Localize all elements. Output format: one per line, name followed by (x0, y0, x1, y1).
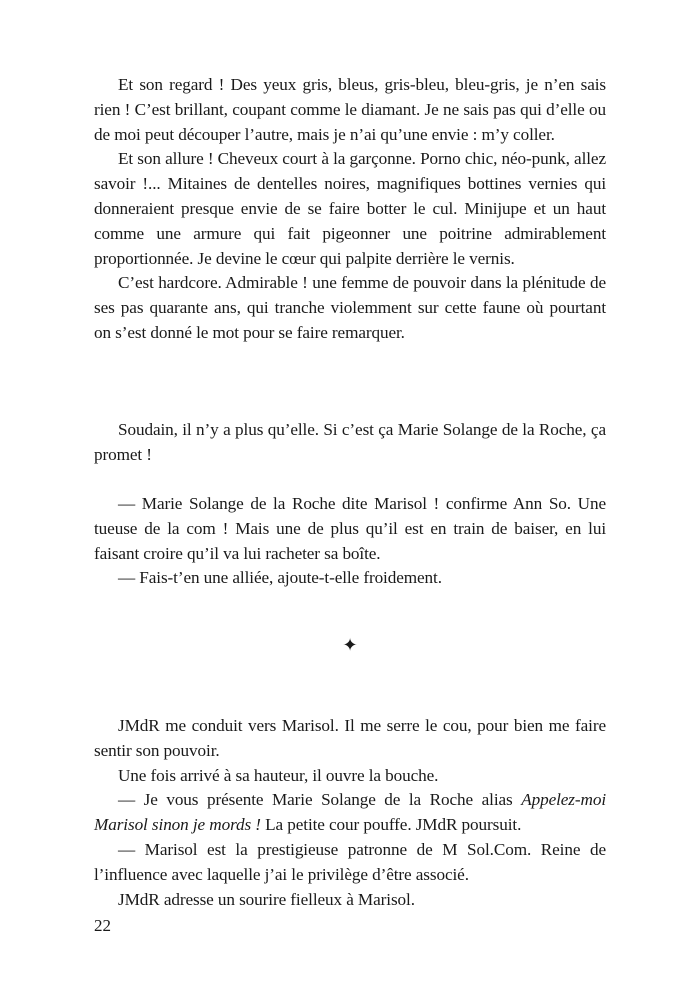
paragraph: C’est hardcore. Admirable ! une femme de pouvoir dans la plénitude de ses pas quarante ans, qui tranche violemment sur cette faune où pourtant on s’est donné le mot pour se faire remarquer. (94, 273, 606, 342)
paragraph: JMdR adresse un sourire fielleux à Marisol. (118, 889, 415, 909)
page-number: 22 (94, 916, 111, 935)
text-section-2 (94, 418, 606, 468)
dialogue-paragraph: — Marisol est la prestigieuse patronne de M Sol.Com. Reine de l’influence avec laquelle j’ai le privilège d’être associé. (94, 839, 606, 884)
dialogue-suffix: La petite cour pouffe. JMdR poursuit. (260, 815, 522, 835)
paragraph: Une fois arrivé à sa hauteur, il ouvre la bouche. (118, 765, 439, 785)
text-section-1 (94, 73, 606, 346)
dialogue-paragraph: — Fais-t’en une alliée, ajoute-t-elle froidement. (118, 568, 442, 588)
dialogue-prefix: — Je vous présente Marie Solange de la Roche alias (118, 790, 522, 810)
paragraph: JMdR me conduit vers Marisol. Il me serre le cou, pour bien me faire sentir son pouvoir. (94, 716, 606, 760)
paragraph: Soudain, il n’y a plus qu’elle. Si c’est ça Marie Solange de la Roche, ça promet ! (94, 420, 606, 464)
dialogue-paragraph (94, 788, 606, 838)
dialogue-paragraph: — Marie Solange de la Roche dite Marisol ! confirme Ann So. Une tueuse de la com ! Mais une de plus qu’il est en train de baiser, en lui faisant croire qu’il va lui racheter sa boîte. (94, 494, 606, 563)
paragraph: Et son regard ! Des yeux gris, bleus, gris-bleu, bleu-gris, je n’en sais rien ! C’est brillant, coupant comme le diamant. Je ne sais pas qui d’elle ou de moi peut découper l’autre, mais je n’ai qu’une envie : m’y coller. (94, 75, 606, 144)
section-separator-icon: ✦ (342, 635, 358, 656)
paragraph: Et son allure ! Cheveux court à la garçonne. Porno chic, néo-punk, allez savoir !... Mitaines de dentelles noires, magnifiques bottines vernies qui donneraient presque envie de se faire botter le cul. Minijupe et un haut comme une armure qui fait pigeonner une poitrine admirablement proportionnée. Je devine le cœur qui palpite derrière le vernis. (94, 149, 606, 268)
text-section-3 (94, 492, 606, 591)
text-section-4 (94, 714, 606, 912)
italic-phrase: Appelez-moi Marisol sinon je mords ! (94, 790, 606, 835)
